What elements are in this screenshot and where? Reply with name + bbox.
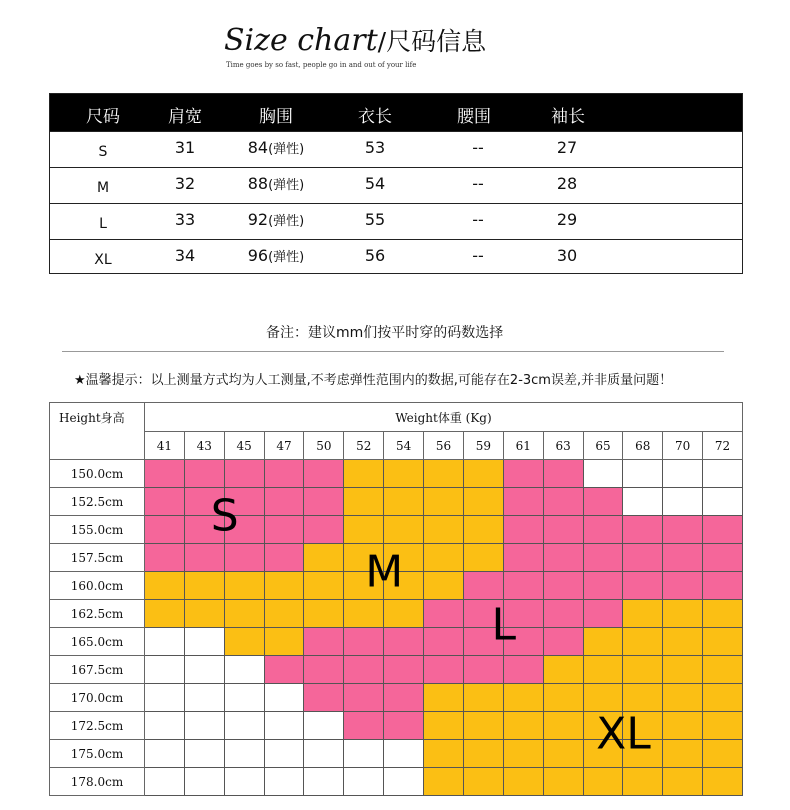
grid-cell	[265, 656, 305, 684]
weight-column-header: 47	[265, 432, 305, 460]
grid-cell	[304, 572, 344, 600]
grid-cell	[663, 600, 703, 628]
title-chinese: /尺码信息	[377, 27, 487, 56]
grid-cell	[265, 460, 305, 488]
chest-cell	[248, 246, 305, 265]
grid-cell	[265, 740, 305, 768]
grid-cell	[265, 628, 305, 656]
grid-cell	[424, 740, 464, 768]
grid-cell	[225, 740, 265, 768]
shoulder-cell: 32	[174, 174, 196, 193]
grid-cell	[145, 768, 185, 796]
chest-cell	[248, 138, 305, 157]
weight-column-header: 43	[185, 432, 225, 460]
length-cell: 54	[364, 174, 386, 193]
weight-column-header: 63	[544, 432, 584, 460]
grid-cell	[703, 684, 743, 712]
grid-cell	[185, 544, 225, 572]
grid-cell	[225, 768, 265, 796]
grid-cell	[304, 768, 344, 796]
weight-column-header: 59	[464, 432, 504, 460]
grid-cell	[584, 600, 624, 628]
grid-cell	[464, 572, 504, 600]
grid-cell	[384, 628, 424, 656]
length-cell: 56	[364, 246, 386, 265]
grid-cell	[623, 768, 663, 796]
grid-cell	[623, 460, 663, 488]
grid-cell	[464, 488, 504, 516]
size-cell: M	[96, 180, 110, 196]
col-header-shoulder: 肩宽	[168, 107, 202, 127]
height-weight-grid	[49, 402, 743, 797]
grid-cell	[584, 768, 624, 796]
weight-column-header: 41	[145, 432, 185, 460]
grid-cell	[663, 628, 703, 656]
grid-cell	[384, 712, 424, 740]
grid-cell	[424, 572, 464, 600]
grid-cell	[424, 628, 464, 656]
grid-cell	[304, 628, 344, 656]
shoulder-cell: 33	[174, 210, 196, 229]
height-row-header: 167.5cm	[49, 656, 145, 684]
weight-axis-label: Weight体重 (Kg)	[145, 402, 743, 432]
grid-cell	[145, 712, 185, 740]
height-row-header: 157.5cm	[49, 544, 145, 572]
chest-note: (弹性)	[268, 178, 305, 193]
grid-cell	[384, 516, 424, 544]
table-row	[50, 239, 742, 276]
grid-cell	[344, 684, 384, 712]
grid-cell	[504, 488, 544, 516]
grid-cell	[344, 628, 384, 656]
grid-cell	[265, 768, 305, 796]
height-row-header: 178.0cm	[49, 768, 145, 796]
grid-cell	[623, 544, 663, 572]
weight-column-header: 70	[663, 432, 703, 460]
grid-cell	[225, 600, 265, 628]
grid-cell	[703, 768, 743, 796]
height-row-header: 172.5cm	[49, 712, 145, 740]
col-header-length: 衣长	[358, 107, 392, 127]
grid-cell	[145, 460, 185, 488]
size-zone-label: M	[365, 546, 404, 598]
grid-cell	[225, 712, 265, 740]
tagline: Time goes by so fast, people go in and out of your life	[226, 61, 417, 69]
grid-cell	[265, 712, 305, 740]
chest-note: (弹性)	[268, 142, 305, 157]
grid-cell	[145, 544, 185, 572]
grid-cell	[623, 600, 663, 628]
chest-cell	[248, 174, 305, 193]
grid-cell	[384, 684, 424, 712]
selection-note: 备注：建议mm们按平时穿的码数选择	[266, 325, 504, 341]
grid-cell	[304, 488, 344, 516]
chest-note: (弹性)	[268, 250, 305, 265]
grid-cell	[703, 628, 743, 656]
grid-cell	[663, 712, 703, 740]
grid-cell	[304, 712, 344, 740]
grid-cell	[225, 684, 265, 712]
grid-cell	[504, 768, 544, 796]
grid-cell	[623, 488, 663, 516]
grid-cell	[544, 488, 584, 516]
grid-cell	[145, 488, 185, 516]
grid-cell	[265, 600, 305, 628]
grid-cell	[623, 628, 663, 656]
grid-cell	[424, 460, 464, 488]
shoulder-cell: 31	[174, 138, 196, 157]
chest-note: (弹性)	[268, 214, 305, 229]
grid-cell	[464, 684, 504, 712]
sleeve-cell: 28	[556, 174, 578, 193]
shoulder-cell: 34	[174, 246, 196, 265]
grid-cell	[185, 600, 225, 628]
size-cell: S	[98, 144, 108, 160]
weight-column-header: 45	[225, 432, 265, 460]
grid-cell	[464, 768, 504, 796]
grid-cell	[584, 544, 624, 572]
grid-cell	[663, 488, 703, 516]
grid-cell	[544, 740, 584, 768]
grid-cell	[504, 516, 544, 544]
height-row-header: 165.0cm	[49, 628, 145, 656]
col-header-size: 尺码	[86, 107, 120, 127]
measurement-tip: ★温馨提示：以上测量方式均为人工测量,不考虑弹性范围内的数据,可能存在2-3cm误差,并非质量问题！	[74, 373, 673, 388]
col-header-waist: 腰围	[457, 107, 491, 127]
grid-cell	[424, 600, 464, 628]
size-table	[49, 93, 743, 274]
grid-cell	[584, 488, 624, 516]
grid-cell	[185, 712, 225, 740]
grid-cell	[225, 628, 265, 656]
grid-cell	[703, 488, 743, 516]
grid-cell	[663, 516, 703, 544]
size-zone-label: L	[491, 599, 517, 651]
grid-cell	[703, 656, 743, 684]
grid-cell	[703, 572, 743, 600]
grid-cell	[424, 516, 464, 544]
grid-cell	[663, 740, 703, 768]
sleeve-cell: 30	[556, 246, 578, 265]
grid-cell	[145, 740, 185, 768]
grid-cell	[504, 740, 544, 768]
grid-cell	[703, 544, 743, 572]
grid-cell	[544, 544, 584, 572]
grid-cell	[623, 656, 663, 684]
size-zone-label: XL	[596, 708, 651, 760]
height-row-header: 170.0cm	[49, 684, 145, 712]
grid-cell	[703, 740, 743, 768]
grid-cell	[584, 628, 624, 656]
grid-cell	[265, 488, 305, 516]
grid-cell	[225, 544, 265, 572]
grid-cell	[225, 572, 265, 600]
grid-cell	[544, 516, 584, 544]
grid-cell	[584, 516, 624, 544]
grid-cell	[464, 544, 504, 572]
col-header-sleeve: 袖长	[551, 107, 585, 127]
grid-cell	[504, 460, 544, 488]
grid-cell	[344, 740, 384, 768]
grid-cell	[703, 712, 743, 740]
size-table-header	[50, 94, 742, 131]
grid-cell	[304, 544, 344, 572]
grid-cell	[464, 516, 504, 544]
grid-cell	[304, 516, 344, 544]
grid-cell	[304, 656, 344, 684]
grid-cell	[424, 712, 464, 740]
grid-cell	[703, 600, 743, 628]
grid-cell	[544, 460, 584, 488]
grid-cell	[185, 572, 225, 600]
grid-cell	[185, 768, 225, 796]
length-cell: 55	[364, 210, 386, 229]
grid-cell	[424, 768, 464, 796]
weight-column-header: 61	[504, 432, 544, 460]
grid-cell	[623, 684, 663, 712]
waist-cell: --	[472, 174, 484, 193]
grid-cell	[265, 684, 305, 712]
grid-cell	[384, 488, 424, 516]
size-zone-label: S	[210, 490, 239, 542]
grid-cell	[703, 516, 743, 544]
grid-cell	[265, 544, 305, 572]
grid-cell	[464, 656, 504, 684]
height-row-header: 150.0cm	[49, 460, 145, 488]
grid-cell	[145, 572, 185, 600]
grid-cell	[344, 712, 384, 740]
grid-cell	[145, 656, 185, 684]
grid-cell	[225, 460, 265, 488]
weight-column-header: 50	[304, 432, 344, 460]
chest-value: 96	[247, 246, 269, 265]
grid-cell	[544, 656, 584, 684]
weight-column-header: 52	[344, 432, 384, 460]
grid-cell	[424, 488, 464, 516]
size-cell: L	[99, 216, 107, 232]
grid-cell	[384, 740, 424, 768]
grid-cell	[304, 600, 344, 628]
grid-cell	[424, 684, 464, 712]
grid-cell	[504, 544, 544, 572]
grid-cell	[544, 572, 584, 600]
grid-cell	[544, 712, 584, 740]
grid-cell	[584, 572, 624, 600]
weight-column-header: 72	[703, 432, 743, 460]
grid-cell	[544, 628, 584, 656]
grid-cell	[304, 740, 344, 768]
height-axis-label: Height身高	[59, 411, 125, 425]
table-row	[50, 131, 742, 168]
grid-cell	[145, 516, 185, 544]
grid-cell	[504, 684, 544, 712]
chest-value: 92	[247, 210, 269, 229]
grid-cell	[504, 712, 544, 740]
grid-cell	[265, 516, 305, 544]
grid-cell	[344, 600, 384, 628]
grid-cell	[344, 768, 384, 796]
grid-cell	[424, 544, 464, 572]
grid-cell	[663, 768, 703, 796]
length-cell: 53	[364, 138, 386, 157]
table-row	[50, 167, 742, 204]
chest-value: 88	[247, 174, 269, 193]
grid-cell	[623, 516, 663, 544]
grid-cell	[384, 656, 424, 684]
height-row-header: 155.0cm	[49, 516, 145, 544]
weight-column-header: 54	[384, 432, 424, 460]
grid-cell	[185, 684, 225, 712]
title-english: Size chart	[224, 23, 378, 58]
height-row-header: 160.0cm	[49, 572, 145, 600]
grid-cell	[185, 628, 225, 656]
table-row	[50, 203, 742, 240]
grid-cell	[703, 460, 743, 488]
grid-corner	[49, 402, 145, 460]
grid-cell	[424, 656, 464, 684]
grid-cell	[384, 768, 424, 796]
waist-cell: --	[472, 138, 484, 157]
grid-cell	[623, 572, 663, 600]
grid-cell	[584, 460, 624, 488]
sleeve-cell: 27	[556, 138, 578, 157]
grid-cell	[663, 656, 703, 684]
grid-cell	[464, 460, 504, 488]
chest-value: 84	[247, 138, 269, 157]
grid-cell	[185, 460, 225, 488]
grid-cell	[185, 740, 225, 768]
grid-cell	[145, 600, 185, 628]
grid-cell	[663, 684, 703, 712]
height-row-header: 152.5cm	[49, 488, 145, 516]
grid-cell	[544, 600, 584, 628]
height-row-header: 175.0cm	[49, 740, 145, 768]
grid-cell	[464, 740, 504, 768]
grid-cell	[544, 684, 584, 712]
grid-cell	[185, 656, 225, 684]
grid-cell	[663, 544, 703, 572]
grid-cell	[504, 656, 544, 684]
height-row-header: 162.5cm	[49, 600, 145, 628]
grid-cell	[384, 600, 424, 628]
grid-cell	[265, 572, 305, 600]
weight-column-header: 56	[424, 432, 464, 460]
page-title	[224, 22, 486, 58]
divider	[62, 351, 724, 352]
grid-cell	[663, 572, 703, 600]
grid-cell	[344, 488, 384, 516]
size-cell: XL	[94, 252, 112, 268]
grid-cell	[304, 460, 344, 488]
grid-cell	[464, 712, 504, 740]
chest-cell	[248, 210, 305, 229]
grid-cell	[344, 656, 384, 684]
sleeve-cell: 29	[556, 210, 578, 229]
grid-cell	[584, 656, 624, 684]
grid-cell	[663, 460, 703, 488]
grid-cell	[504, 572, 544, 600]
grid-cell	[225, 656, 265, 684]
grid-cell	[145, 628, 185, 656]
grid-cell	[304, 684, 344, 712]
grid-cell	[384, 460, 424, 488]
grid-cell	[145, 684, 185, 712]
weight-column-header: 65	[584, 432, 624, 460]
waist-cell: --	[472, 210, 484, 229]
grid-cell	[544, 768, 584, 796]
grid-cell	[344, 516, 384, 544]
weight-column-header: 68	[623, 432, 663, 460]
grid-cell	[584, 684, 624, 712]
grid-cell	[344, 460, 384, 488]
waist-cell: --	[472, 246, 484, 265]
col-header-chest: 胸围	[259, 107, 293, 127]
